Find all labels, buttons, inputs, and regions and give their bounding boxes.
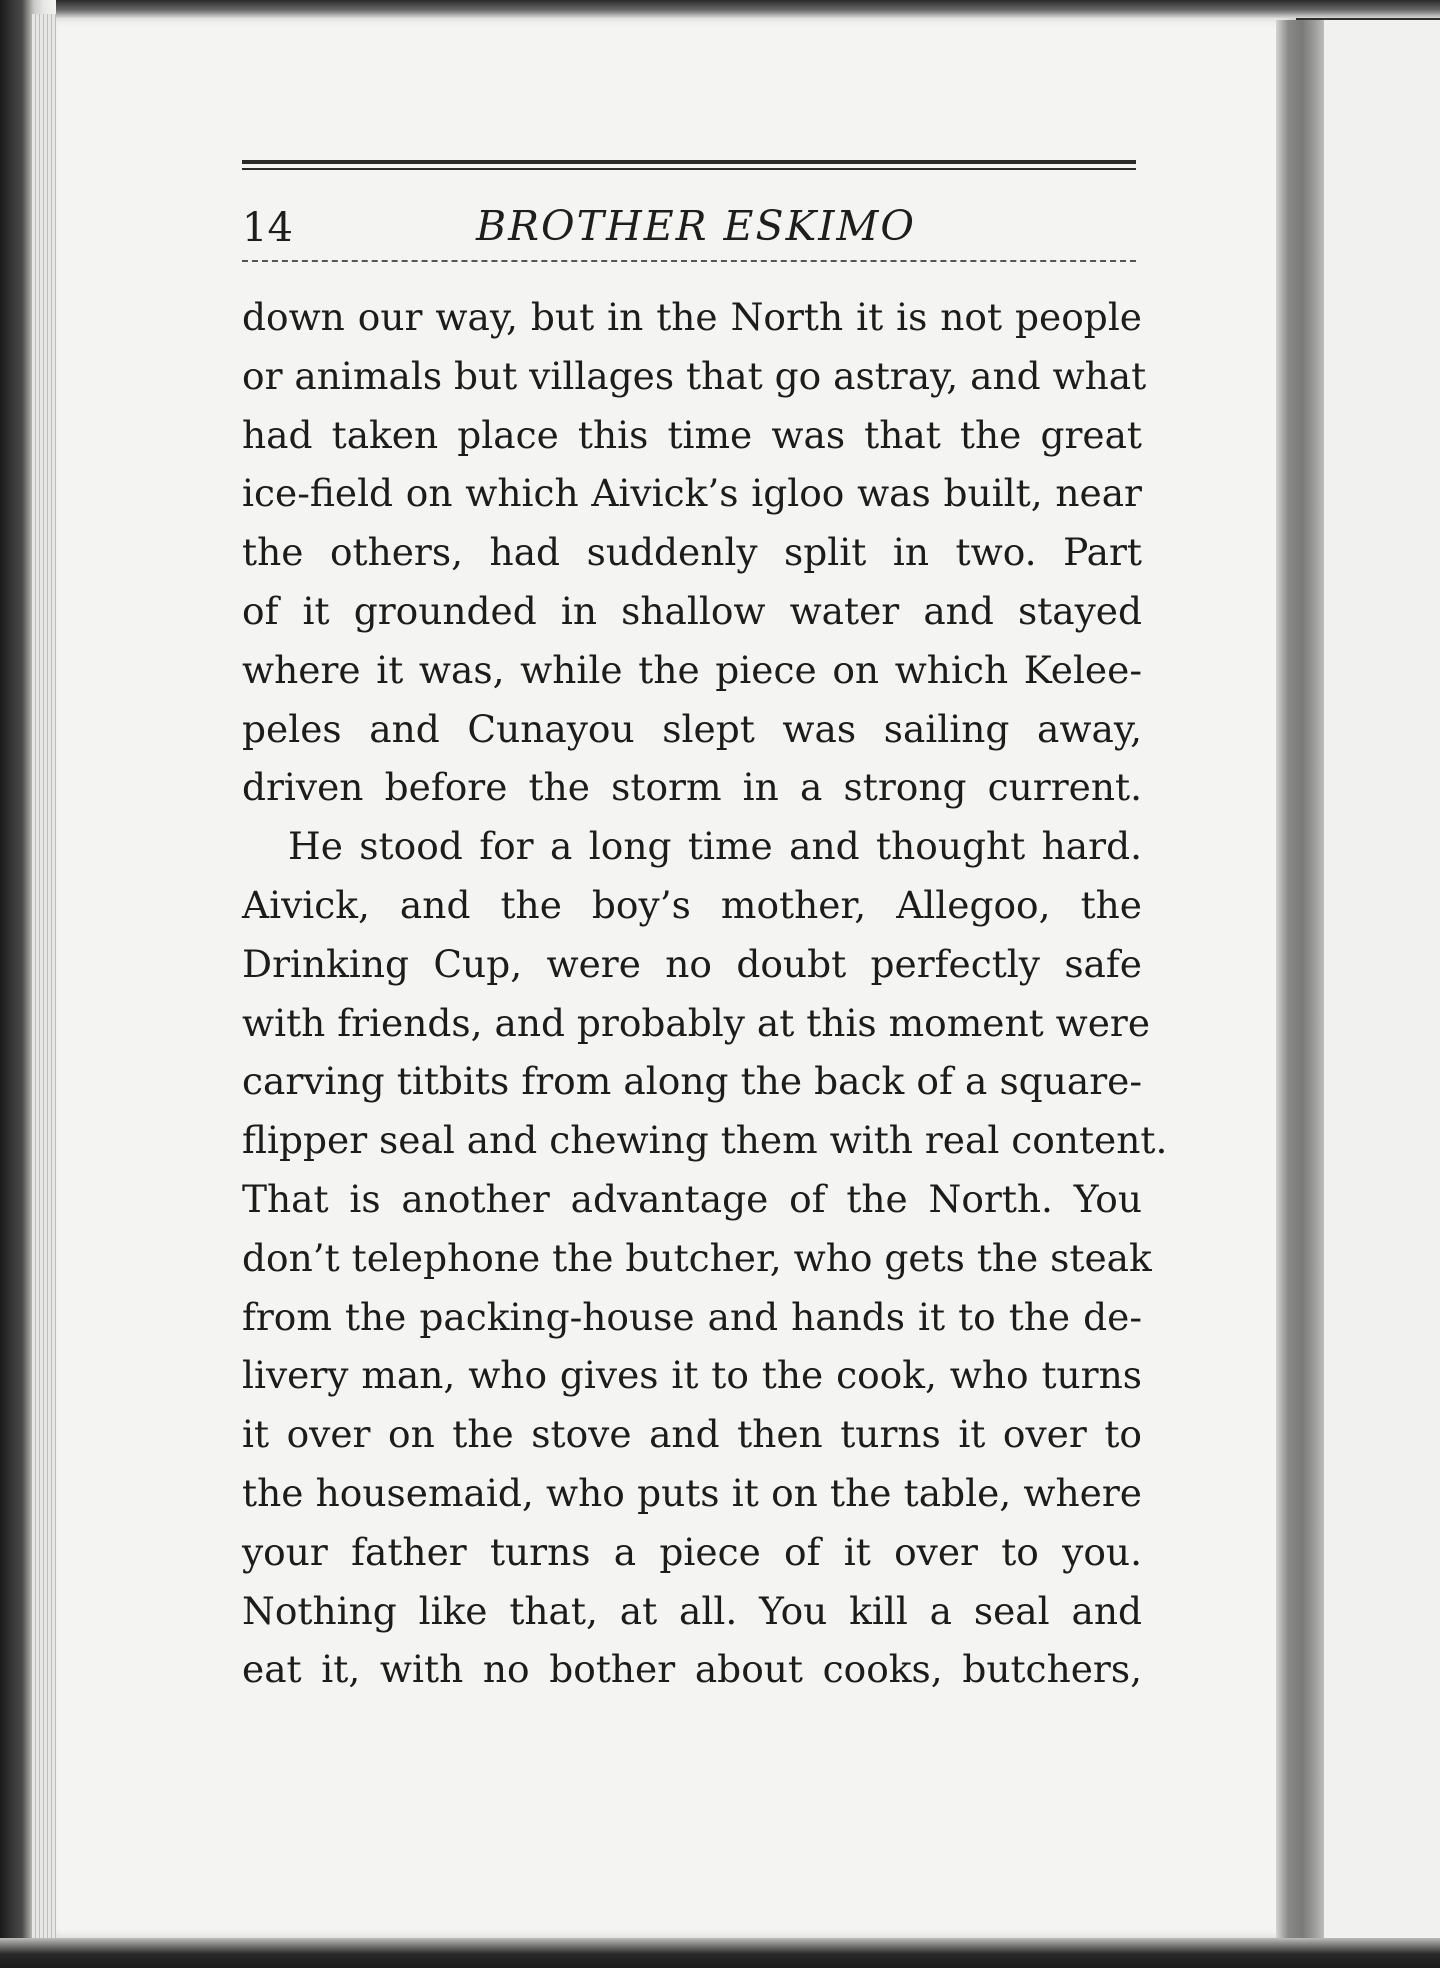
- text-line: Aivick, and the boy’s mother, Allegoo, the: [242, 882, 1142, 927]
- text-line: peles and Cunayou slept was sailing away,: [242, 706, 1142, 751]
- text-line: down our way, but in the North it is not people: [242, 295, 1142, 339]
- page-stack-edges: [32, 14, 56, 1938]
- header-rule-top: [242, 160, 1136, 170]
- text-line: flipper seal and chewing them with real content.: [242, 1118, 1168, 1163]
- text-line: your father turns a piece of it over to you.: [242, 1529, 1142, 1574]
- scan-top-edge: [0, 0, 1440, 18]
- text-line: livery man, who gives it to the cook, who turns: [242, 1353, 1142, 1398]
- text-line-paragraph-start: He stood for a long time and thought hard.: [288, 824, 1142, 869]
- text-line: Drinking Cup, were no doubt perfectly safe: [242, 941, 1142, 986]
- text-line: had taken place this time was that the great: [242, 412, 1142, 457]
- text-line: or animals but villages that go astray, and what: [242, 353, 1147, 398]
- text-line: from the packing-house and hands it to the de-: [242, 1294, 1142, 1339]
- text-line: the others, had suddenly split in two. Part: [242, 530, 1142, 575]
- facing-page-edge: [1324, 20, 1440, 1940]
- text-line: don’t telephone the butcher, who gets the steak: [242, 1235, 1152, 1280]
- text-line: That is another advantage of the North. You: [242, 1176, 1142, 1221]
- text-line: Nothing like that, at all. You kill a seal and: [242, 1588, 1142, 1633]
- text-line: of it grounded in shallow water and stayed: [242, 588, 1142, 633]
- book-gutter: [1276, 20, 1324, 1940]
- scan-bottom-edge: [0, 1938, 1440, 1968]
- text-line: ice-field on which Aivick’s igloo was built, near: [242, 471, 1142, 516]
- text-line: eat it, with no bother about cooks, butchers,: [242, 1647, 1142, 1692]
- header-rule-bottom: [242, 260, 1136, 262]
- running-title: BROTHER ESKIMO: [476, 202, 916, 250]
- page-number: 14: [242, 205, 293, 251]
- text-line: carving titbits from along the back of a square-: [242, 1059, 1142, 1104]
- text-line: where it was, while the piece on which Kelee-: [242, 647, 1142, 692]
- text-line: it over on the stove and then turns it over to: [242, 1412, 1142, 1457]
- text-line: driven before the storm in a strong current.: [242, 765, 1142, 810]
- body-text: [242, 288, 1168, 1699]
- text-line: with friends, and probably at this moment were: [242, 1000, 1151, 1045]
- text-line: the housemaid, who puts it on the table, where: [242, 1470, 1142, 1515]
